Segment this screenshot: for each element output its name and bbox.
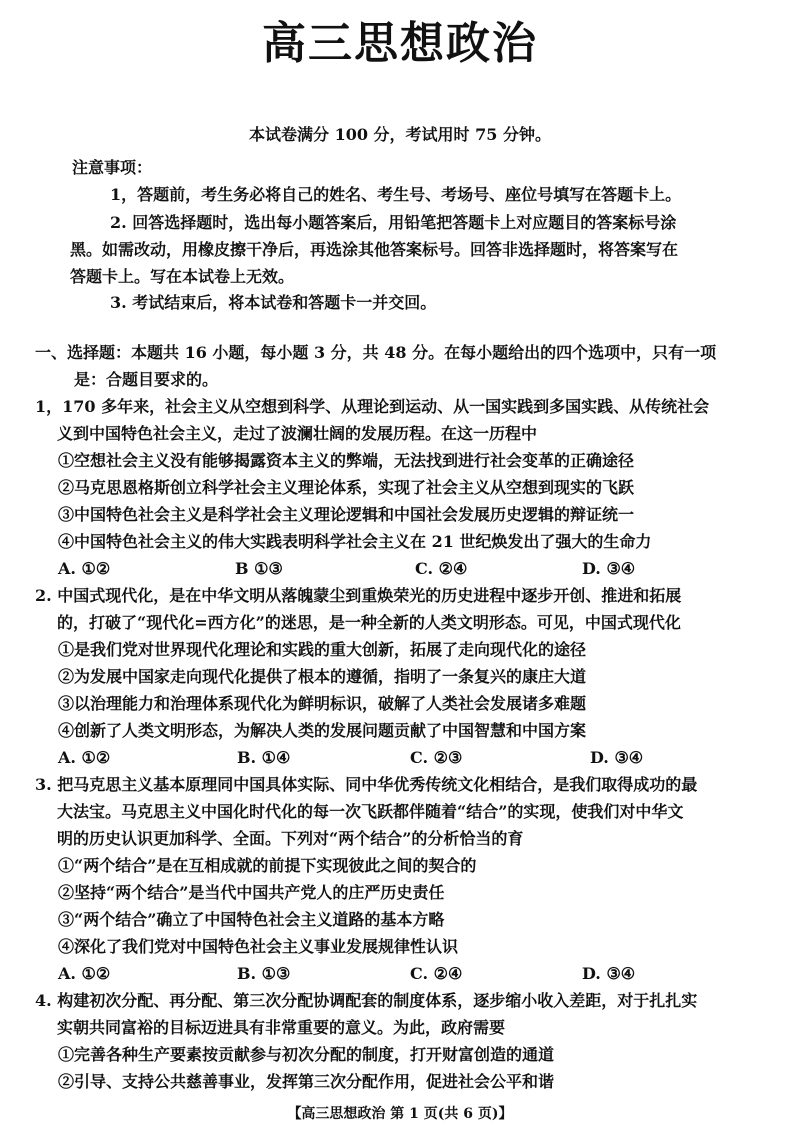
section-1-heading-cont: 是：合题目要求的。 — [74, 370, 219, 389]
exam-title: 高三思想政治 — [262, 18, 538, 69]
q1-statement-3: ③中国特色社会主义是科学社会主义理论逻辑和中国社会发展历史逻辑的辩证统一 — [58, 505, 635, 524]
q4-stem-line-2: 实朝共同富裕的目标迈进具有非常重要的意义。为此，政府需要 — [57, 1018, 506, 1037]
q1-option-c: C. ②④ — [415, 559, 468, 578]
q1-option-a: A. ①② — [58, 559, 111, 578]
notice-heading: 注意事项： — [72, 158, 153, 177]
q1-stem-line-1: 1，170 多年来，社会主义从空想到科学、从理论到运动、从一国实践到多国实践、从传统社会 — [35, 397, 710, 416]
page-footer: 【高三思想政治 第 1 页(共 6 页)】 — [287, 1106, 513, 1122]
notice-item-2-line-2: 黑。如需改动，用橡皮擦干净后，再选涂其他答案标号。回答非选择题时，将答案写在 — [70, 240, 679, 259]
notice-item-2-line-3: 答题卡上。写在本试卷上无效。 — [70, 267, 295, 286]
q3-option-c: C. ②④ — [410, 964, 463, 983]
q2-statement-2: ②为发展中国家走向现代化提供了根本的遵循，指明了一条复兴的康庄大道 — [58, 667, 587, 686]
q3-option-d: D. ③④ — [582, 964, 636, 983]
q2-option-b: B. ①④ — [237, 748, 291, 767]
q2-stem-line-2: 的，打破了“现代化=西方化”的迷思，是一种全新的人类文明形态。可见，中国式现代化 — [57, 613, 681, 632]
exam-info: 本试卷满分 100 分，考试用时 75 分钟。 — [249, 125, 551, 144]
q1-option-b: B ①③ — [235, 559, 283, 578]
q2-option-a: A. ①② — [58, 748, 111, 767]
q3-stem-line-3: 明的历史认识更加科学、全面。下列对“两个结合”的分析恰当的育 — [57, 829, 524, 848]
q1-options — [0, 558, 800, 580]
q4-statement-2: ②引导、支持公共慈善事业，发挥第三次分配作用，促进社会公平和谐 — [58, 1072, 555, 1091]
q2-statement-3: ③以治理能力和治理体系现代化为鲜明标识，破解了人类社会发展诸多难题 — [58, 694, 587, 713]
q2-option-c: C. ②③ — [410, 748, 463, 767]
q3-stem-line-2: 大法宝。马克思主义中国化时代化的每一次飞跃都伴随着“结合”的实现，使我们对中华文 — [57, 802, 684, 821]
section-1-heading: 一、选择题：本题共 16 小题，每小题 3 分，共 48 分。在每小题给出的四个选项中，只有一项 — [35, 343, 717, 362]
notice-item-1: 1，答题前，考生务必将自己的姓名、考生号、考场号、座位号填写在答题卡上。 — [110, 185, 682, 204]
q2-option-d: D. ③④ — [590, 748, 644, 767]
q3-stem-line-1: 3. 把马克思主义基本原理同中国具体实际、同中华优秀传统文化相结合，是我们取得成功的最 — [35, 775, 698, 794]
q4-stem-line-1: 4. 构建初次分配、再分配、第三次分配协调配套的制度体系，逐步缩小收入差距，对于扎扎实 — [35, 991, 698, 1010]
q3-statement-2: ②坚持“两个结合”是当代中国共产党人的庄严历史责任 — [58, 883, 445, 902]
q3-options — [0, 963, 800, 985]
q1-stem-line-2: 义到中国特色社会主义，走过了波澜壮阔的发展历程。在这一历程中 — [57, 424, 538, 443]
q3-statement-3: ③“两个结合”确立了中国特色社会主义道路的基本方略 — [58, 910, 445, 929]
q2-stem-line-1: 2. 中国式现代化，是在中华文明从落魄蒙尘到重焕荣光的历史进程中逐步开创、推进和拓展 — [35, 586, 682, 605]
q1-statement-4: ④中国特色社会主义的伟大实践表明科学社会主义在 21 世纪焕发出了强大的生命力 — [58, 532, 652, 551]
q1-statement-2: ②马克思恩格斯创立科学社会主义理论体系，实现了社会主义从空想到现实的飞跃 — [58, 478, 635, 497]
q1-option-d: D. ③④ — [582, 559, 636, 578]
q4-statement-1: ①完善各种生产要素按贡献参与初次分配的制度，打开财富创造的通道 — [58, 1045, 555, 1064]
q2-statement-4: ④创新了人类文明形态，为解决人类的发展问题贡献了中国智慧和中国方案 — [58, 721, 587, 740]
q3-option-b: B. ①③ — [237, 964, 291, 983]
q2-options — [0, 747, 800, 769]
notice-item-2-line-1: 2. 回答选择题时，选出每小题答案后，用铅笔把答题卡上对应题目的答案标号涂 — [110, 213, 677, 232]
q2-statement-1: ①是我们党对世界现代化理论和实践的重大创新，拓展了走向现代化的途径 — [58, 640, 587, 659]
q3-statement-1: ①“两个结合”是在互相成就的前提下实现彼此之间的契合的 — [58, 856, 477, 875]
q3-statement-4: ④深化了我们党对中国特色社会主义事业发展规律性认识 — [58, 937, 459, 956]
notice-item-3: 3. 考试结束后，将本试卷和答题卡一并交回。 — [110, 293, 437, 312]
q3-option-a: A. ①② — [58, 964, 111, 983]
q1-statement-1: ①空想社会主义没有能够揭露资本主义的弊端，无法找到进行社会变革的正确途径 — [58, 451, 635, 470]
